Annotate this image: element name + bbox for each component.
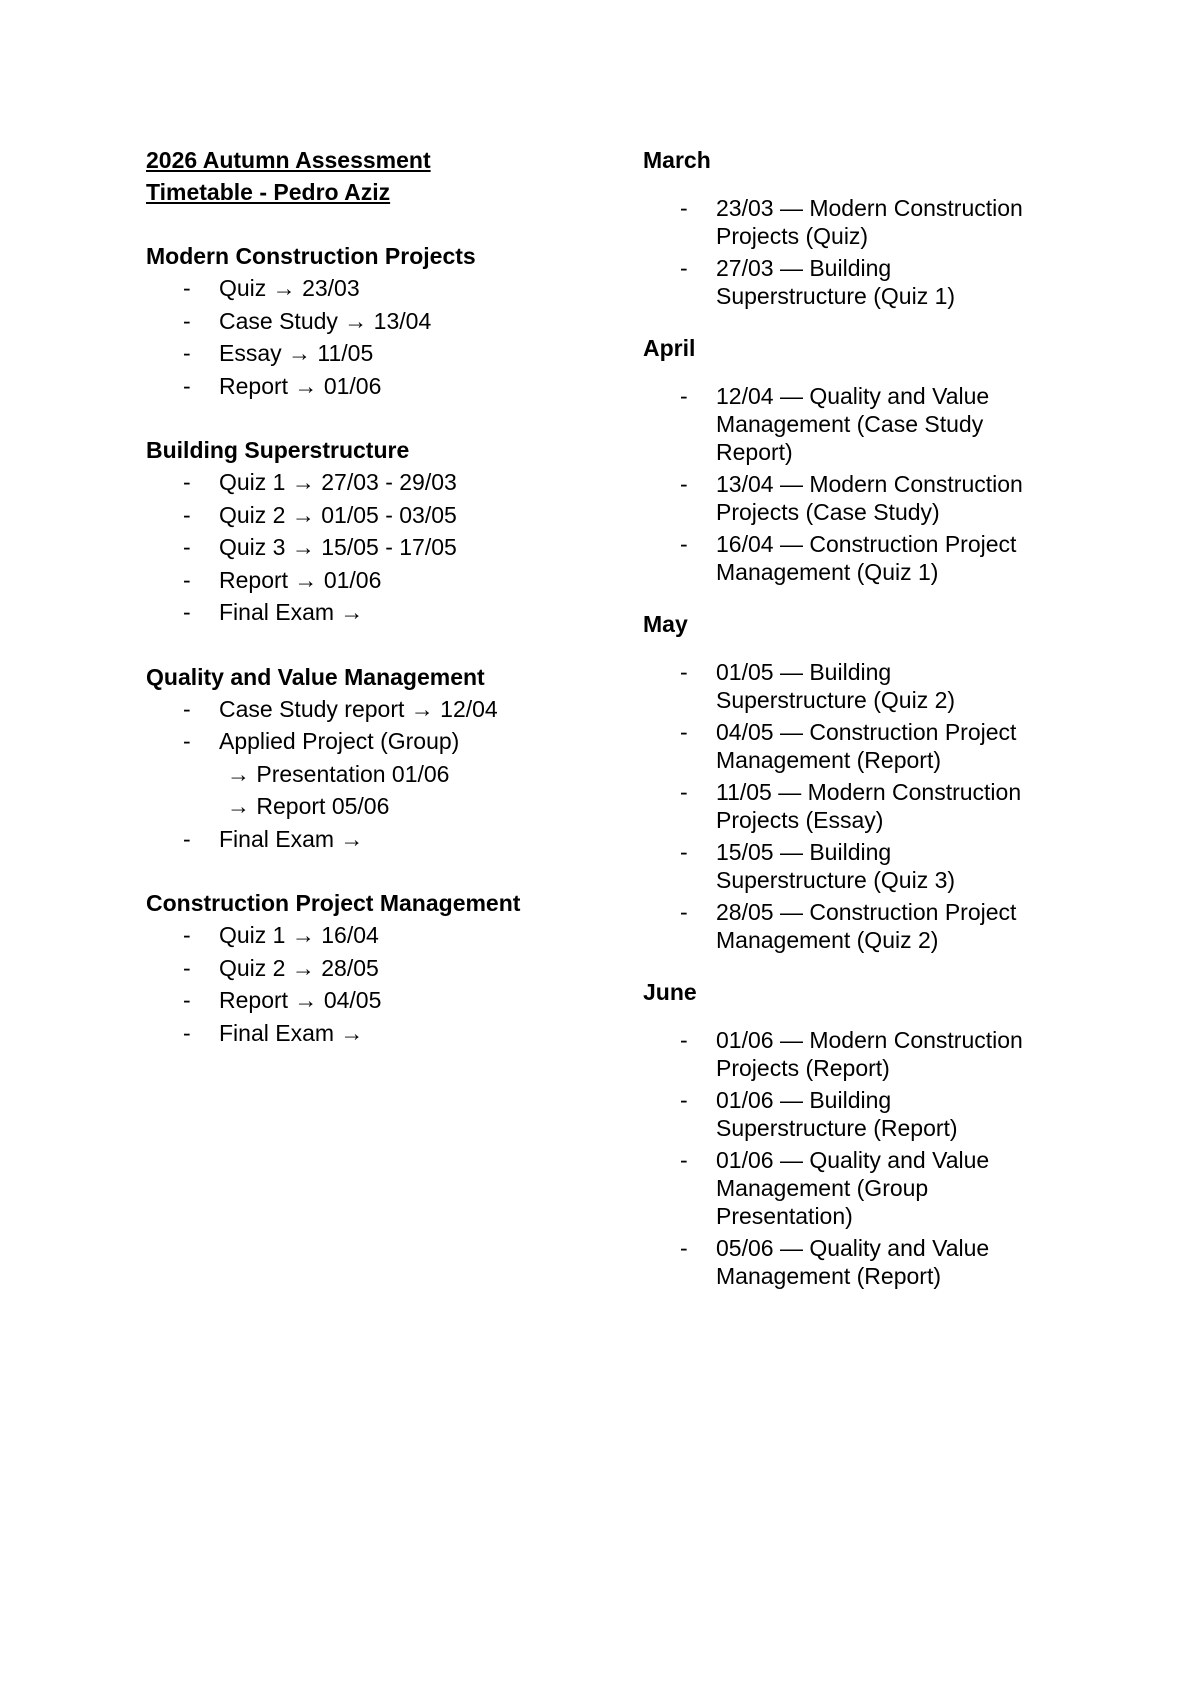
bullet-dash: - [183,275,191,301]
course-list [146,240,616,1049]
bullet-dash: - [680,1027,688,1053]
event-text-line: Presentation) [716,1203,853,1229]
assessment-item [146,1017,616,1050]
month-section [643,332,1063,586]
bullet-dash: - [680,1147,688,1173]
bullet-dash: - [680,531,688,557]
bullet-dash: - [183,372,191,399]
assessment-item [146,466,616,499]
event-text-line: 11/05 — Modern Construction [716,779,1022,805]
assessment-item [146,564,616,597]
bullet-dash: - [183,469,191,495]
event-text-line: 05/06 — Quality and Value [716,1235,990,1261]
event-item [643,254,1063,310]
event-item [643,1086,1063,1142]
event-text-line: Superstructure (Quiz 1) [716,283,956,309]
month-heading: May [643,611,688,637]
month-heading: April [643,335,696,361]
event-text-line: Management (Report) [716,1263,941,1289]
assessment-text: Report → 01/06 [219,372,382,399]
assessment-text: Quiz 3 → 15/05 - 17/05 [219,534,457,560]
event-text-line: Superstructure (Report) [716,1115,958,1141]
assessment-item [146,596,616,629]
event-text-line: 28/05 — Construction Project [716,899,1017,925]
event-text-line: 01/06 — Building [716,1087,892,1113]
assessment-list [146,272,616,402]
bullet-dash: - [680,383,688,409]
assessment-item [146,531,616,564]
assessment-list [146,919,616,1049]
event-item [643,838,1063,894]
assessment-item [146,725,616,823]
bullet-dash: - [183,987,191,1013]
event-text-line: 01/06 — Quality and Value [716,1147,990,1173]
course-heading: Modern Construction Projects [146,243,476,269]
assessment-subitem: → Presentation 01/06 [227,760,450,787]
event-text-line: 13/04 — Modern Construction [716,471,1023,497]
course-heading: Quality and Value Management [146,663,485,690]
document-title-line-1: 2026 Autumn Assessment [146,147,431,173]
event-text-line: Management (Quiz 2) [716,927,939,953]
event-text-line: Projects (Essay) [716,807,884,833]
assessment-text: Quiz 2 → 01/05 - 03/05 [219,501,457,528]
assessment-item [146,305,616,338]
event-text-line: Superstructure (Quiz 2) [716,687,956,713]
bullet-dash: - [183,599,191,625]
month-section [643,976,1063,1290]
assessment-item [146,952,616,985]
assessment-list [146,466,616,629]
bullet-dash: - [680,195,688,221]
event-item [643,470,1063,526]
event-text-line: Superstructure (Quiz 3) [716,867,956,893]
bullet-dash: - [183,307,191,334]
event-item [643,718,1063,774]
event-text-line: Management (Quiz 1) [716,559,939,585]
assessment-list [146,693,616,856]
bullet-dash: - [680,899,688,925]
bullet-dash: - [680,719,688,745]
event-text-line: Projects (Report) [716,1055,890,1081]
assessment-text: Final Exam → [219,599,364,625]
month-section [643,608,1063,954]
month-heading: March [643,147,711,173]
bullet-dash: - [183,728,191,754]
assessment-text: Quiz 1 → 27/03 - 29/03 [219,469,457,495]
bullet-dash: - [680,779,688,805]
courses-column [146,144,616,1049]
assessment-text: Report → 04/05 [219,987,382,1013]
document-title [146,144,616,208]
bullet-dash: - [183,825,191,852]
assessment-item [146,919,616,952]
assessment-item [146,272,616,305]
bullet-dash: - [183,695,191,722]
event-text-line: 16/04 — Construction Project [716,531,1017,557]
bullet-dash: - [680,1235,688,1261]
bullet-dash: - [680,255,688,281]
assessment-text: Report → 01/06 [219,566,382,593]
bullet-dash: - [183,922,191,948]
event-text-line: 15/05 — Building [716,839,892,865]
assessment-text: Case Study report → 12/04 [219,695,498,722]
event-text-line: 04/05 — Construction Project [716,719,1017,745]
document-title-line-2: Timetable - Pedro Aziz [146,179,391,205]
bullet-dash: - [680,659,688,685]
event-item [643,1026,1063,1082]
event-text-line: Management (Case Study [716,411,984,437]
assessment-text: Quiz 2 → 28/05 [219,954,379,981]
event-text-line: Projects (Quiz) [716,223,869,249]
assessment-subitem: → Report 05/06 [227,793,390,819]
event-text-line: Projects (Case Study) [716,499,940,525]
event-item [643,898,1063,954]
event-text-line: Management (Report) [716,747,941,773]
bullet-dash: - [680,471,688,497]
assessment-text: Quiz 1 → 16/04 [219,922,379,948]
month-list [643,144,1063,1290]
bullet-dash: - [183,340,191,366]
event-text-line: 01/05 — Building [716,659,892,685]
bullet-dash: - [183,1019,191,1046]
event-item [643,382,1063,466]
bullet-dash: - [183,954,191,981]
event-list [643,1026,1063,1290]
course-heading: Construction Project Management [146,890,521,916]
assessment-item [146,337,616,370]
event-text-line: 23/03 — Modern Construction [716,195,1023,221]
bullet-dash: - [183,534,191,560]
event-text-line: Report) [716,439,793,465]
event-list [643,194,1063,310]
course-heading: Building Superstructure [146,437,410,463]
event-item [643,778,1063,834]
event-text-line: Management (Group [716,1175,929,1201]
calendar-column [643,144,1063,1308]
assessment-text: Quiz → 23/03 [219,275,360,301]
assessment-item [146,823,616,856]
assessment-text: Final Exam → [219,1019,364,1046]
event-text-line: 12/04 — Quality and Value [716,383,990,409]
event-item [643,658,1063,714]
bullet-dash: - [680,1087,688,1113]
bullet-dash: - [183,566,191,593]
assessment-text: Applied Project (Group) [219,728,460,754]
assessment-item [146,693,616,726]
event-item [643,1234,1063,1290]
bullet-dash: - [183,501,191,528]
event-item [643,530,1063,586]
event-list [643,658,1063,954]
bullet-dash: - [680,839,688,865]
event-item [643,194,1063,250]
assessment-item [146,499,616,532]
assessment-text: Essay → 11/05 [219,340,374,366]
assessment-text: Case Study → 13/04 [219,307,432,334]
month-heading: June [643,979,697,1005]
month-section [643,144,1063,310]
event-text-line: 27/03 — Building [716,255,892,281]
event-item [643,1146,1063,1230]
event-list [643,382,1063,586]
event-text-line: 01/06 — Modern Construction [716,1027,1023,1053]
assessment-item [146,370,616,403]
assessment-text: Final Exam → [219,825,364,852]
assessment-item [146,984,616,1017]
